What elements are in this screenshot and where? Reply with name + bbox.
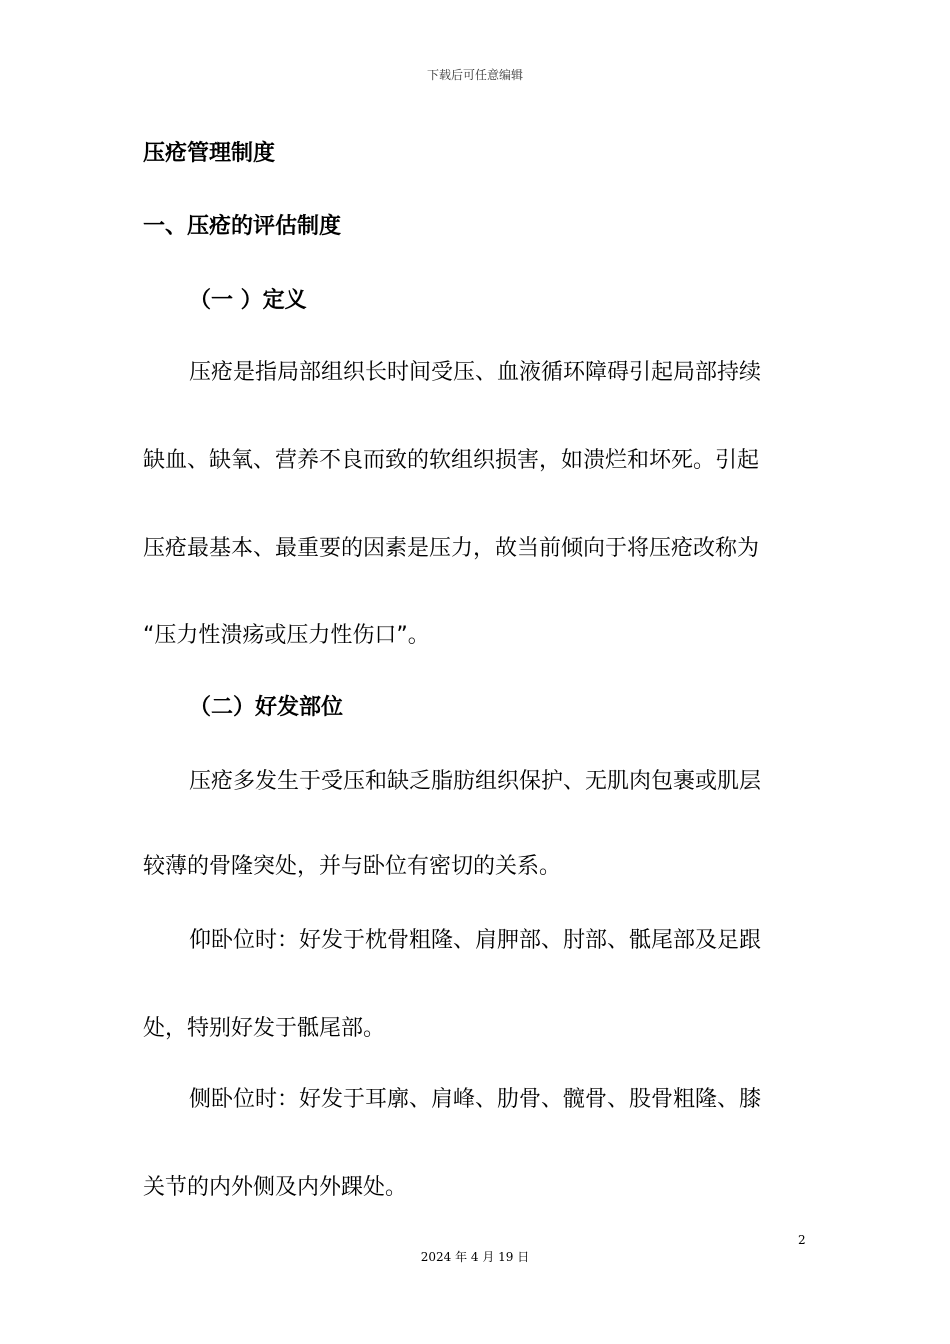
document-title: 压疮管理制度 [143,141,276,166]
paragraph-line: “压力性溃疡或压力性伤口”。 [143,623,430,648]
section-heading-1: 一、压疮的评估制度 [143,214,342,239]
page-number: 2 [798,1233,806,1247]
subsection-heading-common-sites: （二）好发部位 [189,695,344,720]
subsection-heading-definition: （一 ）定义 [189,288,307,313]
paragraph-line: 侧卧位时：好发于耳廓、肩峰、肋骨、髋骨、股骨粗隆、膝 [189,1087,762,1112]
paragraph-line: 缺血、缺氧、营养不良而致的软组织损害，如溃烂和坏死。引起 [143,448,760,473]
paragraph-line: 压疮是指局部组织长时间受压、血液循环障碍引起局部持续 [189,360,762,385]
paragraph-line: 仰卧位时：好发于枕骨粗隆、肩胛部、肘部、骶尾部及足跟 [189,928,762,953]
paragraph-line: 压疮多发生于受压和缺乏脂肪组织保护、无肌肉包裹或肌层 [189,769,762,794]
paragraph-line: 压疮最基本、最重要的因素是压力，故当前倾向于将压疮改称为 [143,536,760,561]
footer-date: 2024 年 4 月 19 日 [420,1250,530,1264]
paragraph-line: 处，特别好发于骶尾部。 [143,1016,386,1041]
header-note: 下载后可任意编辑 [426,68,523,82]
paragraph-line: 关节的内外侧及内外踝处。 [143,1175,408,1200]
paragraph-line: 较薄的骨隆突处，并与卧位有密切的关系。 [143,854,562,879]
